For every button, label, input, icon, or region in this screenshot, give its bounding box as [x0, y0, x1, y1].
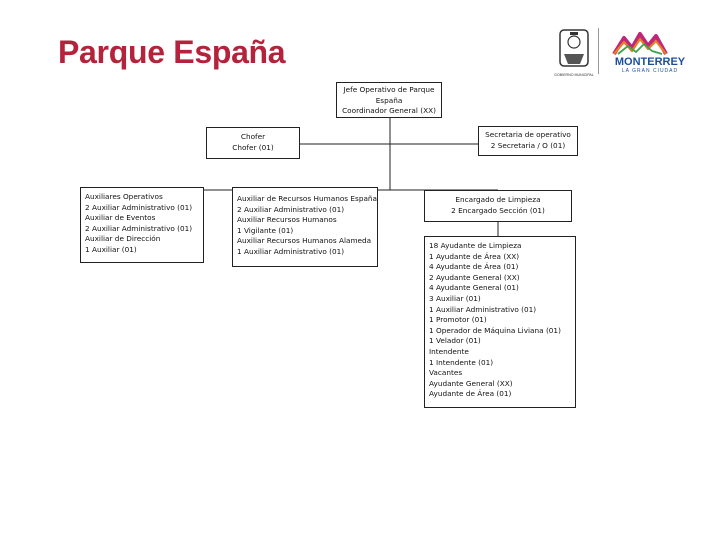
auxiliares-line: 2 Auxiliar Administrativo (01) — [85, 202, 193, 212]
auxiliares-box — [80, 187, 204, 263]
root-line: España — [375, 95, 403, 105]
secretaria-line: 2 Secretaria / O (01) — [490, 140, 566, 150]
auxiliares-line: 1 Auxiliar (01) — [85, 244, 137, 254]
recursos-line: 2 Auxiliar Administrativo (01) — [237, 204, 345, 214]
root-line: Coordinador General (XX) — [342, 106, 436, 116]
limpieza-detail-line: 1 Promotor (01) — [429, 315, 487, 325]
recursos-line: 1 Vigilante (01) — [237, 225, 294, 235]
limpieza-head-line: Encargado de Limpieza — [455, 195, 541, 204]
recursos-line: Auxiliar Recursos Humanos — [237, 215, 337, 225]
limpieza-detail-line: 4 Ayudante de Área (01) — [429, 262, 519, 272]
limpieza-detail-line: Ayudante de Área (01) — [429, 389, 512, 399]
limpieza-detail-line: 2 Ayudante General (XX) — [429, 272, 520, 282]
recursos-line: Auxiliar Recursos Humanos Alameda — [237, 236, 372, 246]
auxiliares-line: Auxiliar de Dirección — [85, 234, 161, 244]
recursos-box — [232, 187, 378, 267]
chofer-line: Chofer — [240, 132, 266, 141]
limpieza-detail-line: 1 Operador de Máquina Liviana (01) — [429, 325, 561, 335]
limpieza-head-line: 2 Encargado Sección (01) — [451, 205, 545, 215]
limpieza-detail-line: 1 Ayudante de Área (XX) — [429, 251, 520, 261]
limpieza-detail-line: 4 Ayudante General (01) — [429, 283, 519, 293]
limpieza-detail-line: Ayudante General (XX) — [429, 378, 513, 388]
limpieza-detail-line: 1 Auxiliar Administrativo (01) — [429, 304, 537, 314]
monterrey-tagline: LA GRAN CIUDAD — [621, 68, 679, 74]
root-box — [336, 82, 442, 118]
seal-caption: GOBIERNO MUNICIPAL — [554, 73, 594, 77]
limpieza-head-box — [424, 190, 572, 222]
auxiliares-line: Auxiliares Operativos — [85, 192, 163, 201]
recursos-line: Auxiliar de Recursos Humanos España — [237, 194, 378, 203]
chofer-box — [206, 127, 300, 159]
limpieza-detail-line: 1 Velador (01) — [429, 336, 481, 346]
monterrey-wordmark: MONTERREY — [614, 56, 686, 68]
limpieza-detail-line: 3 Auxiliar (01) — [429, 293, 481, 303]
secretaria-line: Secretaria de operativo — [485, 130, 571, 139]
limpieza-detail-box — [424, 236, 576, 408]
page-title: Parque España — [58, 34, 286, 70]
root-line: Jefe Operativo de Parque — [343, 85, 435, 94]
limpieza-detail-line: Intendente — [429, 346, 469, 356]
secretaria-box — [478, 126, 578, 156]
auxiliares-line: Auxiliar de Eventos — [85, 213, 156, 223]
auxiliares-line: 2 Auxiliar Administrativo (01) — [85, 223, 193, 233]
chofer-line: Chofer (01) — [232, 142, 274, 152]
recursos-line: 1 Auxiliar Administrativo (01) — [237, 246, 345, 256]
limpieza-detail-line: Vacantes — [429, 368, 463, 378]
limpieza-detail-line: 18 Ayudante de Limpieza — [429, 241, 522, 250]
limpieza-detail-line: 1 Intendente (01) — [429, 357, 494, 367]
